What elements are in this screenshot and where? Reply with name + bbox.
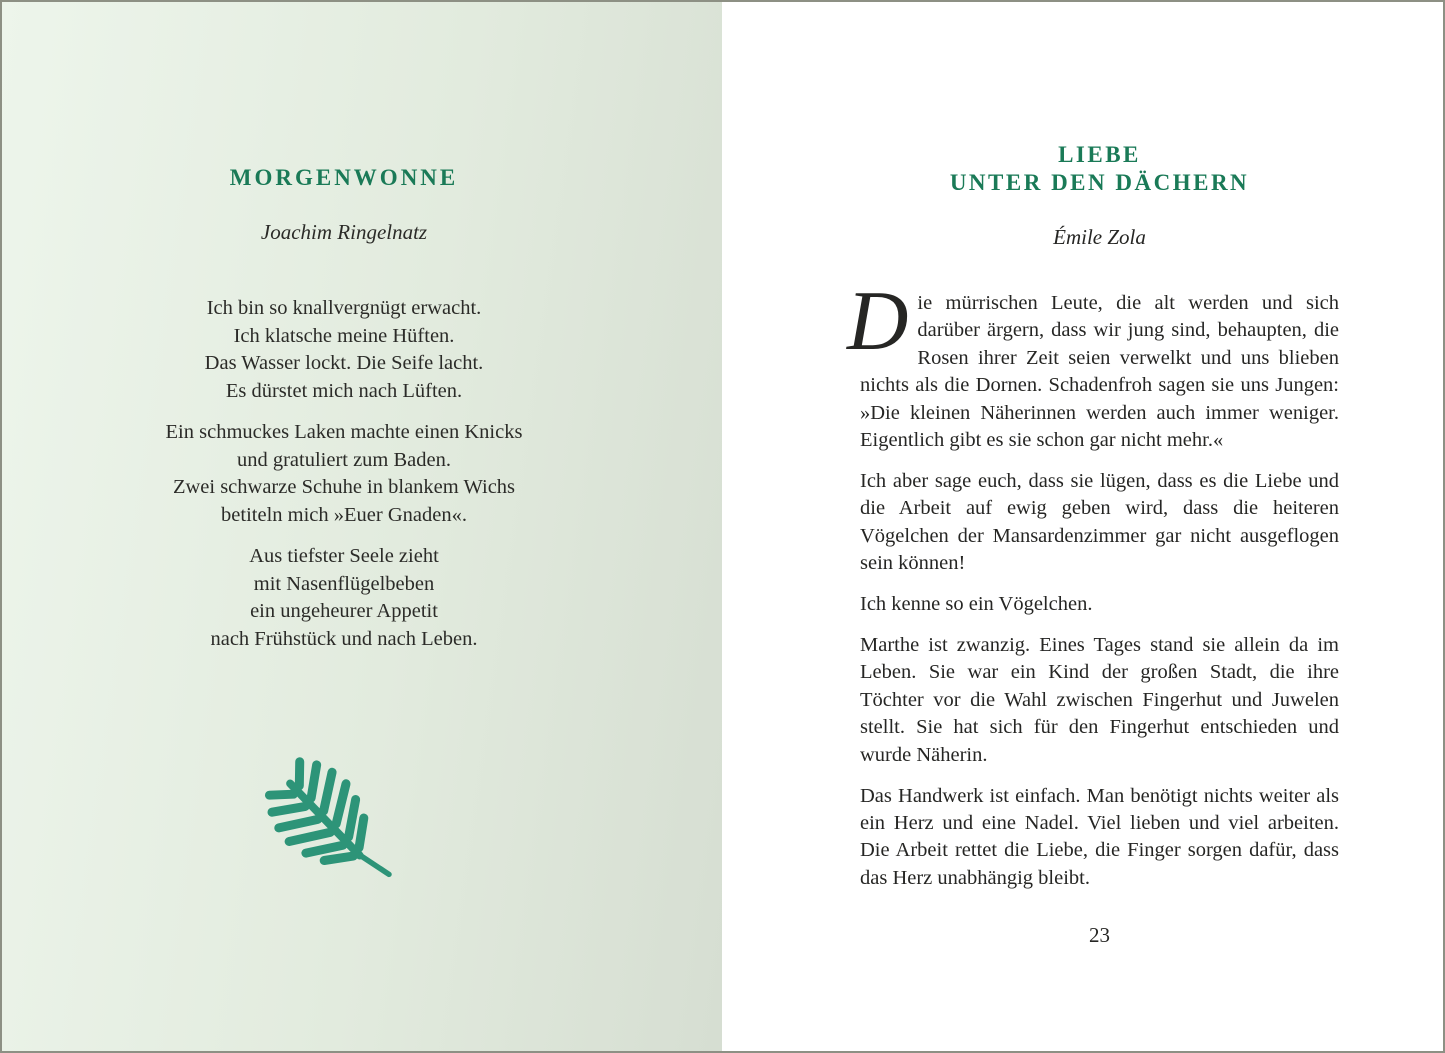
page-number: 23 [1089, 923, 1110, 948]
poem-line: betiteln mich »Euer Gnaden«. [221, 503, 467, 526]
right-page [722, 2, 1443, 1051]
poem-stanza [166, 543, 523, 653]
paragraph: Ich aber sage euch, dass sie lügen, dass es die Liebe und die Arbeit auf ewig geben wird, dass die heiteren Vögelchen der Mansardenzimmer gar nicht ausgeflogen sein können! [860, 469, 1339, 575]
poem-line: Ich klatsche meine Hüften. [233, 324, 455, 347]
poem-line: Das Wasser lockt. Die Seife lacht. [204, 352, 484, 374]
poem-stanza [166, 419, 523, 529]
left-page [2, 2, 722, 1051]
paragraph-first [847, 274, 1339, 454]
poem-line: Zwei schwarze Schuhe in blankem Wichs [172, 476, 516, 498]
poem-line: Ich bin so knallvergnügt erwacht. [206, 297, 482, 319]
poem [166, 295, 523, 667]
drop-cap: D [847, 274, 909, 368]
story-body [847, 274, 1339, 892]
poem-line: Es dürstet mich nach Lüften. [225, 379, 463, 402]
poem-line: Aus tiefster Seele zieht [249, 545, 439, 567]
poem-line: und gratuliert zum Baden. [236, 448, 452, 471]
paragraph: Ich kenne so ein Vögelchen. [860, 593, 1093, 616]
poem-stanza [166, 295, 523, 405]
paragraph: Marthe ist zwanzig. Eines Tages stand sie allein da im Leben. Sie war ein Kind der großen Stadt, die ihre Töchter vor die Wahl zwischen Fingerhut und Juwelen stellt. Sie hat sich für den Fingerhut entschieden und wurde Näherin. [860, 633, 1339, 766]
poem-title: MORGENWONNE [229, 165, 459, 190]
story-title-line2: UNTER DEN DÄCHERN [949, 169, 1250, 195]
fern-leaf-illustration [261, 751, 411, 916]
poem-line: ein ungeheurer Appetit [250, 600, 438, 622]
poem-author: Joachim Ringelnatz [260, 220, 428, 244]
poem-line: mit Nasenflügelbeben [253, 572, 435, 595]
poem-line: Ein schmuckes Laken machte einen Knicks [165, 421, 523, 443]
poem-line: nach Frühstück und nach Leben. [210, 627, 478, 650]
paragraph: Das Handwerk ist einfach. Man benötigt nichts weiter als ein Herz und eine Nadel. Viel lieben und viel arbeiten. Die Arbeit rettet die Liebe, die Finger sorgen dafür, dass das Herz unabhängig bleibt. [860, 784, 1339, 889]
story-title [860, 141, 1339, 196]
story-author: Émile Zola [1053, 225, 1146, 249]
story-title-line1: LIEBE [1058, 142, 1141, 167]
paragraph-first-text: ie mürrischen Leute, die alt werden und sich darüber ärgern, dass wir jung sind, behaupten, die Rosen ihrer Zeit seien verwelkt und uns blieben nichts als die Dornen. Schadenfroh sagen sie uns Jungen: »Die kleinen Näherinnen werden auch immer weniger. Eigentlich gibt es sie schon gar nicht mehr.« [860, 292, 1339, 452]
